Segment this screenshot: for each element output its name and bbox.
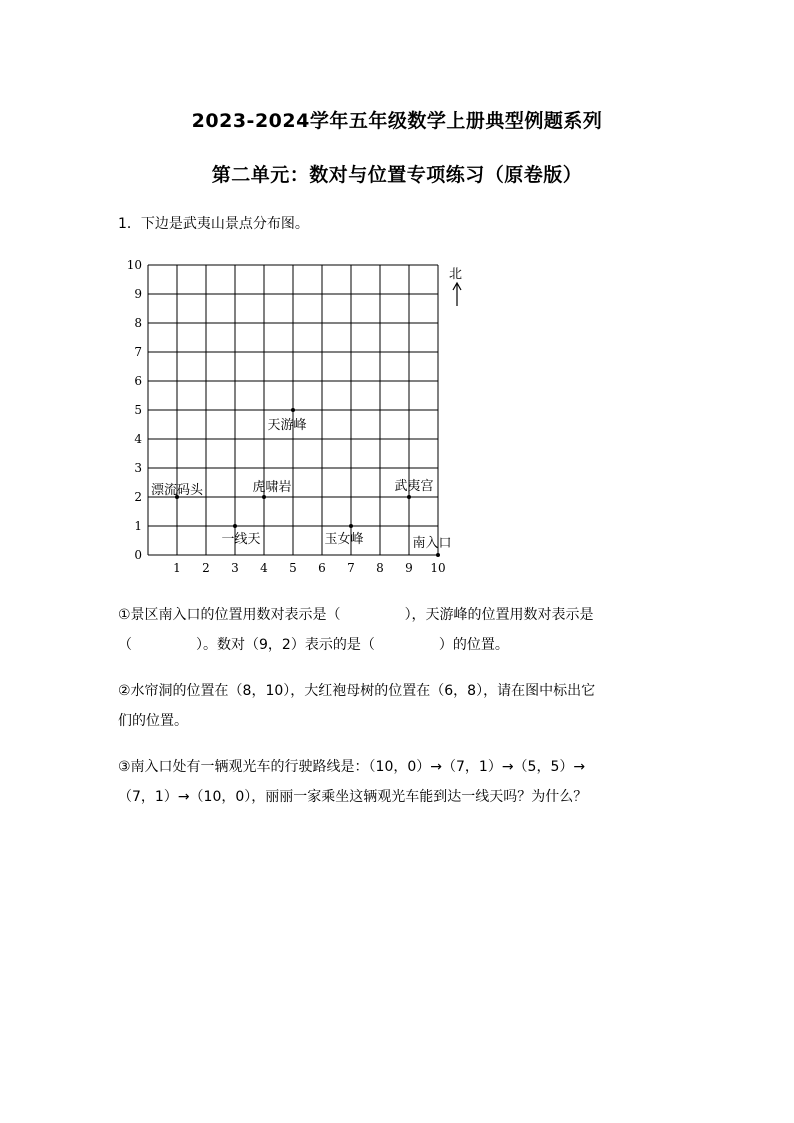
place-markers [151, 408, 452, 557]
y-tick-label: 10 [126, 258, 142, 272]
question-part3-line2: （7，1）→（10，0），丽丽一家乘坐这辆观光车能到达一线天吗？为什么？ [118, 789, 588, 805]
tick-labels [127, 258, 446, 575]
x-tick-label: 7 [347, 561, 355, 575]
y-tick-label: 7 [134, 345, 142, 359]
x-tick-label: 9 [405, 561, 413, 575]
scenic-map-grid [118, 258, 478, 583]
place-label: 南入口 [412, 536, 452, 551]
y-tick-label: 4 [134, 432, 142, 446]
x-tick-label: 8 [376, 561, 384, 575]
x-tick-label: 10 [430, 561, 446, 575]
x-tick-label: 4 [260, 561, 268, 575]
y-tick-label: 2 [134, 490, 142, 504]
question-intro: 1．下边是武夷山景点分布图。 [118, 216, 309, 232]
place-label: 天游峰 [267, 418, 307, 433]
place-label: 漂流码头 [150, 483, 204, 498]
place-label: 玉女峰 [324, 532, 364, 547]
x-tick-label: 2 [202, 561, 210, 575]
part1-text-b: ），天游峰的位置用数对表示是 [404, 607, 594, 623]
question-part3-line1: ③南入口处有一辆观光车的行驶路线是：（10，0）→（7，1）→（5，5）→ [118, 759, 586, 775]
part1-text-c: （ [118, 637, 132, 653]
part1-text-d: ）。数对（9，2）表示的是（ [196, 637, 375, 653]
question-part2-line1: ②水帘洞的位置在（8，10），大红袍母树的位置在（6，8），请在图中标出它 [118, 683, 596, 699]
y-tick-label: 3 [134, 461, 142, 475]
x-tick-label: 5 [289, 561, 297, 575]
question-part1-line1 [118, 604, 594, 624]
y-tick-label: 5 [134, 403, 142, 417]
place-point [262, 495, 266, 499]
place-point [233, 524, 237, 528]
part1-text-e: ）的位置。 [438, 637, 509, 653]
page-subtitle: 第二单元：数对与位置专项练习（原卷版） [211, 164, 583, 186]
north-arrow [449, 267, 462, 306]
place-point [436, 553, 440, 557]
y-tick-label: 1 [134, 519, 142, 533]
place-label: 武夷宫 [394, 479, 434, 494]
y-tick-label: 8 [134, 316, 142, 330]
y-tick-label: 0 [134, 548, 142, 562]
place-label: 虎啸岩 [252, 480, 292, 495]
y-tick-label: 6 [134, 374, 142, 388]
place-point [291, 408, 295, 412]
part1-text-a: ①景区南入口的位置用数对表示是（ [118, 607, 341, 623]
place-label: 一线天 [221, 532, 261, 547]
page-title: 2023-2024学年五年级数学上册典型例题系列 [191, 110, 603, 132]
north-label: 北 [449, 267, 463, 282]
question-part2-line2: 们的位置。 [118, 713, 188, 729]
place-point [407, 495, 411, 499]
y-tick-label: 9 [134, 287, 142, 301]
x-tick-label: 1 [173, 561, 181, 575]
x-tick-label: 3 [231, 561, 239, 575]
place-point [349, 524, 353, 528]
x-tick-label: 6 [318, 561, 326, 575]
question-part1-line2 [118, 634, 509, 654]
